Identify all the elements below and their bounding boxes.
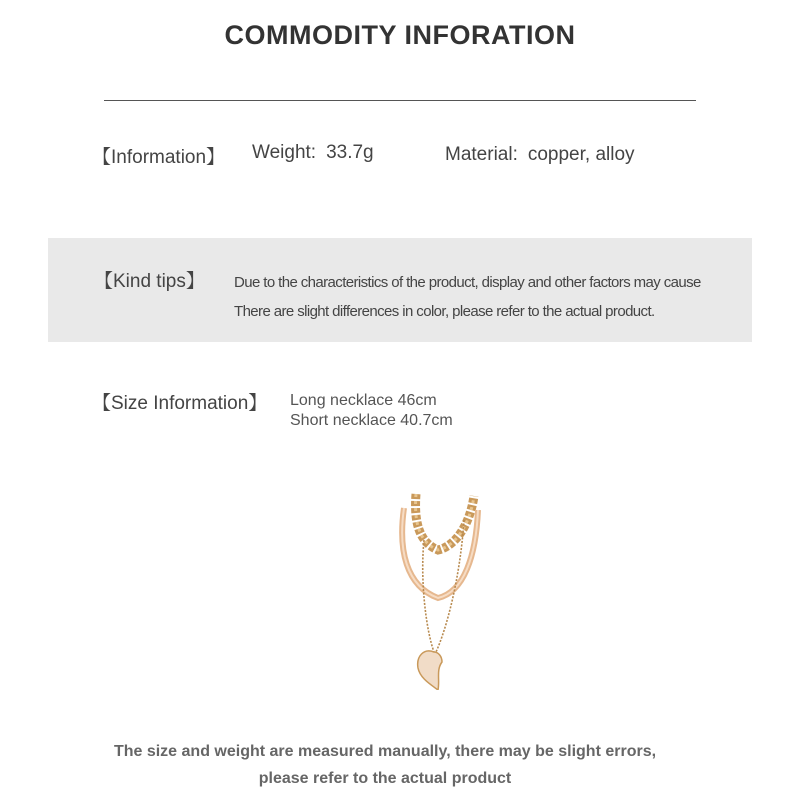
weight-key: Weight:: [252, 142, 317, 163]
footer-line-2: please refer to the actual product: [258, 770, 512, 787]
kind-tips-label: 【Kind tips】: [94, 271, 205, 292]
long-necklace-size: Long necklace 46cm: [290, 392, 437, 409]
material-value: copper, alloy: [527, 144, 635, 165]
heart-pendant: [418, 651, 442, 690]
information-row: [92, 142, 772, 172]
title-divider: [104, 100, 696, 101]
kind-tips-panel: [48, 238, 752, 342]
kind-tips-text: [234, 268, 701, 326]
layered-necklace-image: [380, 480, 500, 690]
footer-line-1: The size and weight are measured manually, there may be slight errors,: [113, 743, 657, 760]
page-title: COMMODITY INFORATION: [224, 20, 576, 50]
size-information-values: [290, 391, 453, 431]
information-label: 【Information】: [92, 147, 226, 168]
kind-tips-line-1: Due to the characteristics of the product, display and other factors may cause: [234, 274, 701, 291]
kind-tips-line-2: There are slight differences in color, please refer to the actual product.: [234, 303, 655, 320]
size-information-label: 【Size Information】: [92, 393, 268, 414]
short-necklace-size: Short necklace 40.7cm: [290, 412, 453, 429]
footer-disclaimer: [0, 738, 770, 792]
weight-spec: [252, 142, 374, 164]
weight-value: 33.7g: [326, 142, 374, 163]
material-key: Material:: [445, 144, 518, 165]
material-spec: [445, 144, 635, 166]
